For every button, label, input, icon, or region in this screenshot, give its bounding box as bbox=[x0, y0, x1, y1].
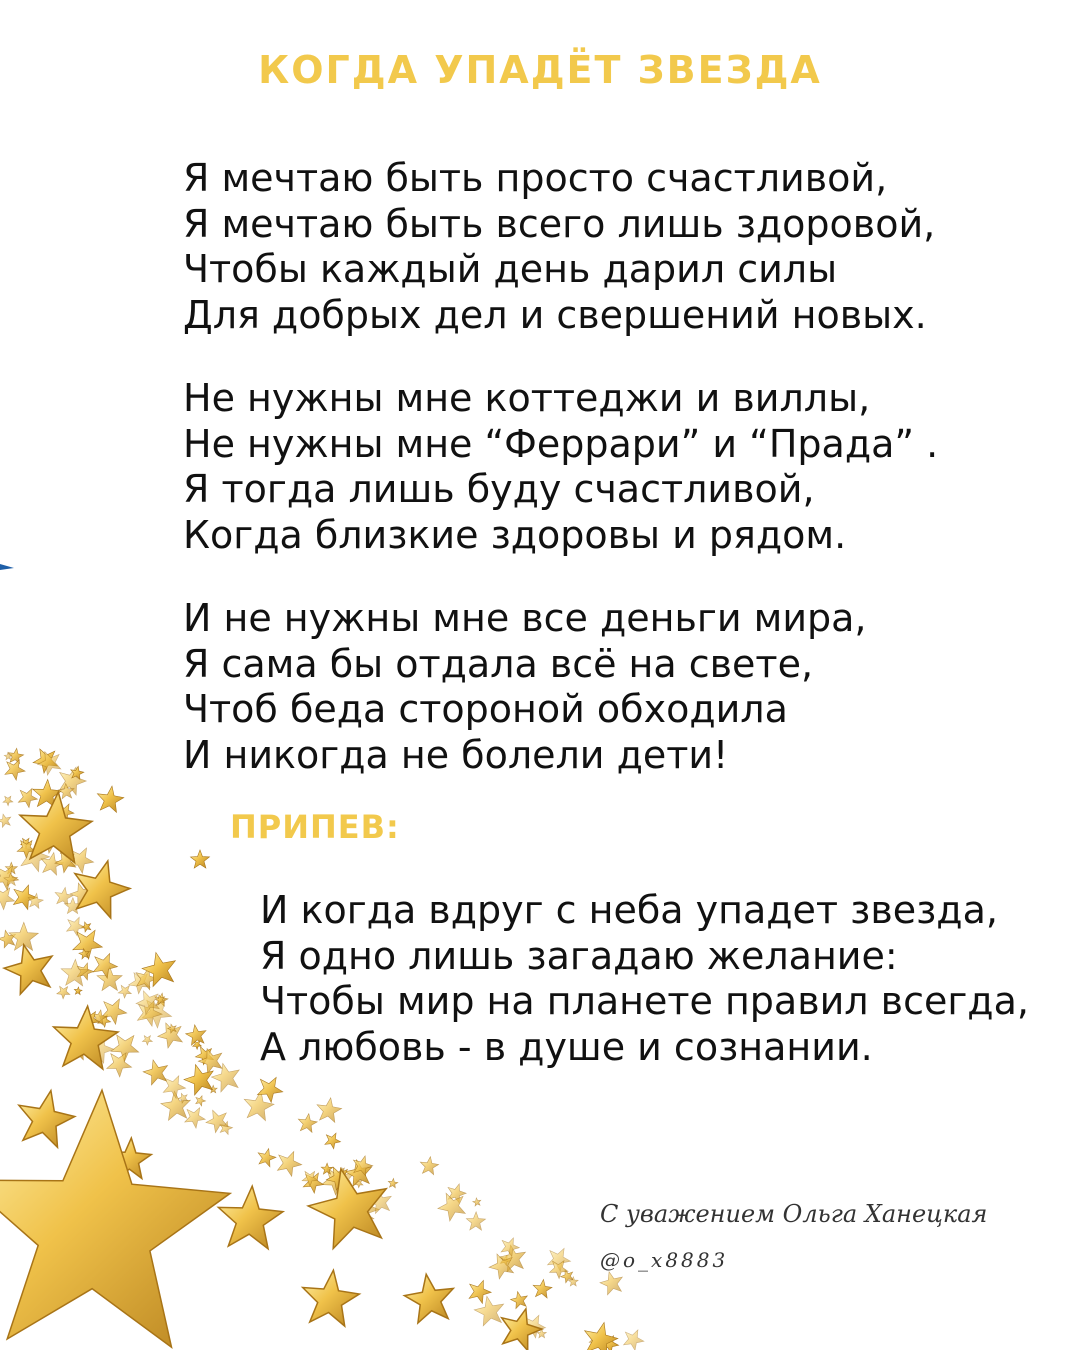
poem-line: Для добрых дел и свершений новых. bbox=[183, 292, 927, 337]
chorus-line: А любовь - в душе и сознании. bbox=[260, 1024, 873, 1069]
poem-line: Чтоб беда стороной обходила bbox=[183, 687, 788, 731]
page-title: КОГДА УПАДЁТ ЗВЕЗДА bbox=[258, 48, 822, 92]
poem-line: Чтобы каждый день дарил силы bbox=[183, 247, 838, 291]
stanza-1 bbox=[183, 156, 935, 338]
chorus-label: ПРИПЕВ: bbox=[230, 808, 400, 846]
poem-line: Я тогда лишь буду счастливой, bbox=[183, 467, 815, 511]
poem-line: Я сама бы отдала всё на свете, bbox=[183, 641, 814, 686]
gold-stars-icon bbox=[0, 740, 700, 1350]
edge-mark-icon bbox=[0, 562, 14, 572]
chorus-line: Я одно лишь загадаю желание: bbox=[260, 933, 898, 978]
poem-line: Я мечтаю быть просто счастливой, bbox=[183, 156, 888, 200]
poem-line: Не нужны мне “Феррари” и “Прада” . bbox=[183, 421, 939, 466]
chorus-line: Чтобы мир на планете правил всегда, bbox=[260, 979, 1029, 1023]
poem-line: Не нужны мне коттеджи и виллы, bbox=[183, 376, 871, 420]
poem-line: Я мечтаю быть всего лишь здоровой, bbox=[183, 201, 936, 246]
poem-line: И никогда не болели дети! bbox=[183, 732, 729, 777]
stanza-2 bbox=[183, 376, 938, 558]
poem-line: Когда близкие здоровы и рядом. bbox=[183, 512, 847, 557]
signature: С уважением Ольга Ханецкая bbox=[600, 1200, 988, 1228]
chorus-line: И когда вдруг с неба упадет звезда, bbox=[260, 888, 998, 932]
poem-line: И не нужны мне все деньги мира, bbox=[183, 596, 867, 640]
author-handle: @o_x8883 bbox=[600, 1248, 729, 1272]
